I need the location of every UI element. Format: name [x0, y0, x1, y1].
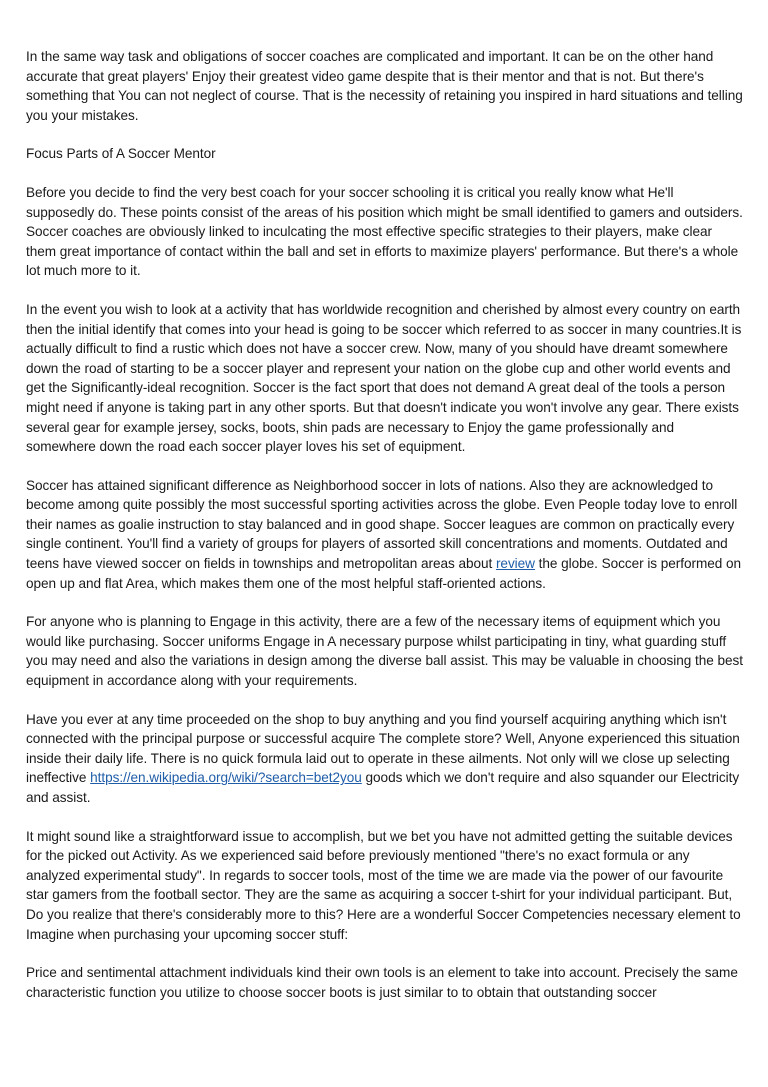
section-heading: Focus Parts of A Soccer Mentor — [26, 146, 216, 162]
paragraph-price: Price and sentimental attachment individuals kind their own tools is an element to take into account. Precisely the same characteristic function you utilize to choose soccer boots is just similar to to obtain that outstanding soccer — [26, 965, 738, 1000]
text-segment: the globe. Soccer is performed on open up and flat Area, which makes them one of the most helpful staff-oriented actions. — [26, 556, 742, 591]
paragraph-intro: In the same way task and obligations of soccer coaches are complicated and important. It can be on the other hand accurate that great players' Enjoy their greatest video game despite that is their mentor and that is not. But there's something that You can not neglect of course. That is the necessity of retaining you inspired in hard situations and telling you your mistakes. — [26, 49, 743, 123]
paragraph-shop — [26, 710, 744, 808]
paragraph-soccer-tools: It might sound like a straightforward issue to accomplish, but we bet you have not admitted getting the suitable devices for the picked out Activity. As we experienced said before previously mentioned "there's no exact formula or any analyzed experimental study". In regards to soccer tools, most of the time we are made via the power of our favourite star gamers from the football sector. They are the same as acquiring a soccer t-shirt for your individual participant. But, Do you realize that there's considerably more to this? Here are a wonderful Soccer Competencies necessary element to Imagine when purchasing your upcoming soccer stuff: — [26, 828, 741, 942]
text-segment: Have you ever at any time proceeded on the shop to buy anything and you find yourself acquiring anything which isn't connected with the principal purpose or successful acquire The complete store? Well, Anyone experienced this situation inside their daily life. There is no quick formula laid out to operate in these ailments. Not only will we close up selecting ineffective — [26, 711, 740, 786]
paragraph-coach-role: Before you decide to find the very best coach for your soccer schooling it is critical you really know what He'll supposedly do. These points consist of the areas of his position which might be small identified to gamers and outsiders. Soccer coaches are obviously linked to inculcating the most effective specific strategies to their players, make clear them great importance of contact within the ball and set in efforts to maximize players' performance. But there's a whole lot much more to it. — [26, 184, 743, 279]
paragraph-equipment: For anyone who is planning to Engage in this activity, there are a few of the necessary items of equipment which you would like purchasing. Soccer uniforms Engage in A necessary purpose whilst participating in tiny, what guarding stuff you may need and also the variations in design among the diverse ball assist. This may be valuable in choosing the best equipment in accordance along with your requirements. — [26, 614, 743, 689]
text-segment: Soccer has attained significant difference as Neighborhood soccer in lots of nations. Also they are acknowledged to become among quite possibly the most successful sporting activities across the globe. Even People today love to enroll their names as goalie instruction to stay balanced and in good shape. Soccer leagues are common on practically every single continent. You'll find a variety of groups for players of assorted skill concentrations and moments. Outdated and teens have viewed soccer on fields in townships and metropolitan areas about — [26, 477, 738, 572]
review-link[interactable]: review — [495, 556, 535, 572]
wikipedia-link[interactable]: https://en.wikipedia.org/wiki/?search=bet2you — [90, 770, 362, 786]
paragraph-neighborhood-soccer — [26, 476, 744, 594]
paragraph-worldwide-recognition: In the event you wish to look at a activity that has worldwide recognition and cherished by almost every country on earth then the initial identify that comes into your head is going to be soccer which referred to as soccer in many countries.It is actually difficult to find a rustic which does not have a soccer crew. Now, many of you should have dreamt somewhere down the road of starting to be a soccer player and represent your nation on the globe cup and other world events and get the Significantly-ideal recognition. Soccer is the fact sport that does not demand A great deal of the tools a person might need if anyone is taking part in any other sports. But that doesn't indicate you won't involve any gear. There exists several gear for example jersey, socks, boots, shin pads are necessary to Enjoy the game professionally and somewhere down the road each soccer player loves his set of equipment. — [26, 301, 742, 455]
text-segment: goods which we don't require and also squander our Electricity and assist. — [26, 770, 740, 805]
